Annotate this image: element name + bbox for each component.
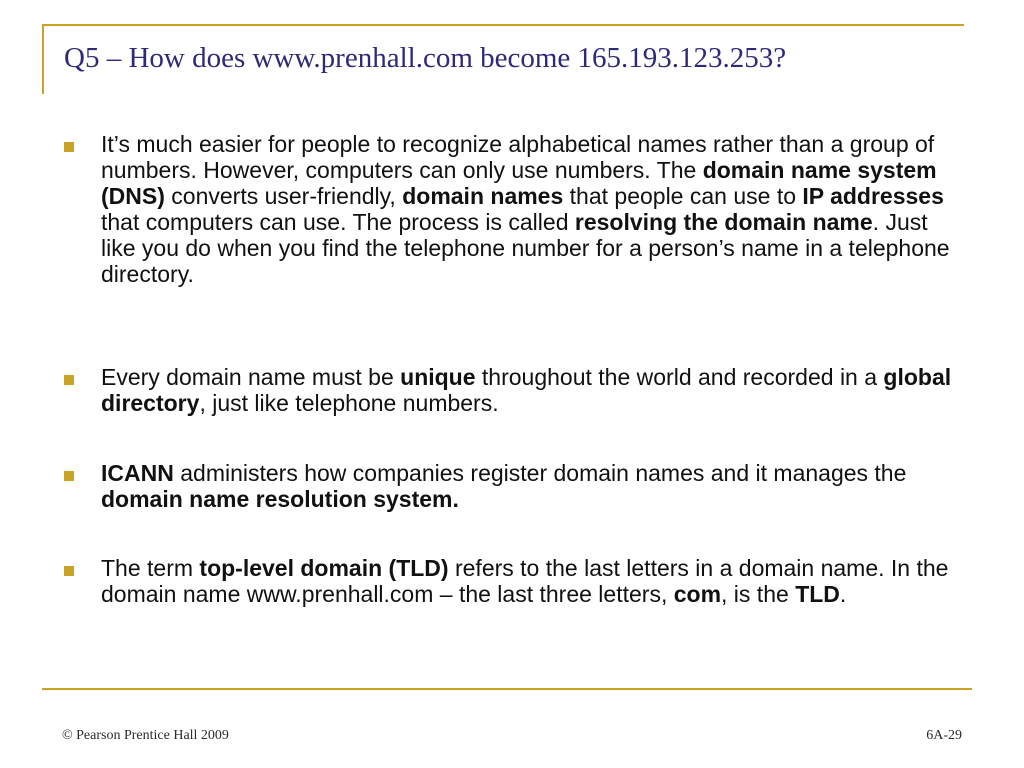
text-run: . Just like you do when you find the telephone number for a person’s name in a telephone directory. — [101, 209, 950, 287]
text-run: It’s much easier for people to recognize alphabetical names rather than a group of numbers. However, computers can only use numbers. The — [101, 131, 935, 183]
left-accent-rule — [42, 24, 44, 94]
bullet-text — [101, 364, 956, 416]
text-run: , just like telephone numbers. — [199, 390, 499, 416]
square-bullet-icon — [64, 566, 74, 576]
square-bullet-icon — [64, 142, 74, 152]
bold-term: resolving the domain name — [574, 209, 873, 235]
bold-term: com — [673, 581, 722, 607]
bottom-rule — [42, 688, 972, 690]
bold-term: top-level domain (TLD) — [199, 555, 449, 581]
square-bullet-icon — [64, 375, 74, 385]
bold-term: TLD — [795, 581, 840, 607]
text-run: . — [839, 581, 847, 607]
bold-term: domain name system (DNS) — [101, 157, 937, 209]
text-run: converts user-friendly, — [164, 183, 403, 209]
bold-term: unique — [400, 364, 476, 390]
text-run: The term — [101, 555, 200, 581]
text-run: that people can use to — [563, 183, 803, 209]
bold-term: ICANN — [101, 460, 174, 486]
bullet-text — [101, 555, 956, 607]
top-rule — [42, 24, 964, 26]
square-bullet-icon — [64, 471, 74, 481]
bullet-text — [101, 460, 956, 512]
text-run: administers how companies register domain names and it manages the — [173, 460, 907, 486]
bold-term: IP addresses — [802, 183, 944, 209]
bullet-text — [101, 131, 956, 287]
text-run: , is the — [721, 581, 796, 607]
slide-title: Q5 – How does www.prenhall.com become 165.193.123.253? — [64, 42, 787, 74]
footer-copyright: © Pearson Prentice Hall 2009 — [62, 728, 229, 743]
text-run: throughout the world and recorded in a — [475, 364, 884, 390]
text-run: Every domain name must be — [101, 364, 401, 390]
bold-term: global directory — [101, 364, 952, 416]
footer-page-number: 6A-29 — [926, 728, 962, 743]
bold-term: domain name resolution system. — [101, 486, 459, 512]
bold-term: domain names — [402, 183, 564, 209]
text-run: that computers can use. The process is called — [101, 209, 575, 235]
text-run: refers to the last letters in a domain name. In the domain name www.prenhall.com – the last three letters, — [101, 555, 949, 607]
